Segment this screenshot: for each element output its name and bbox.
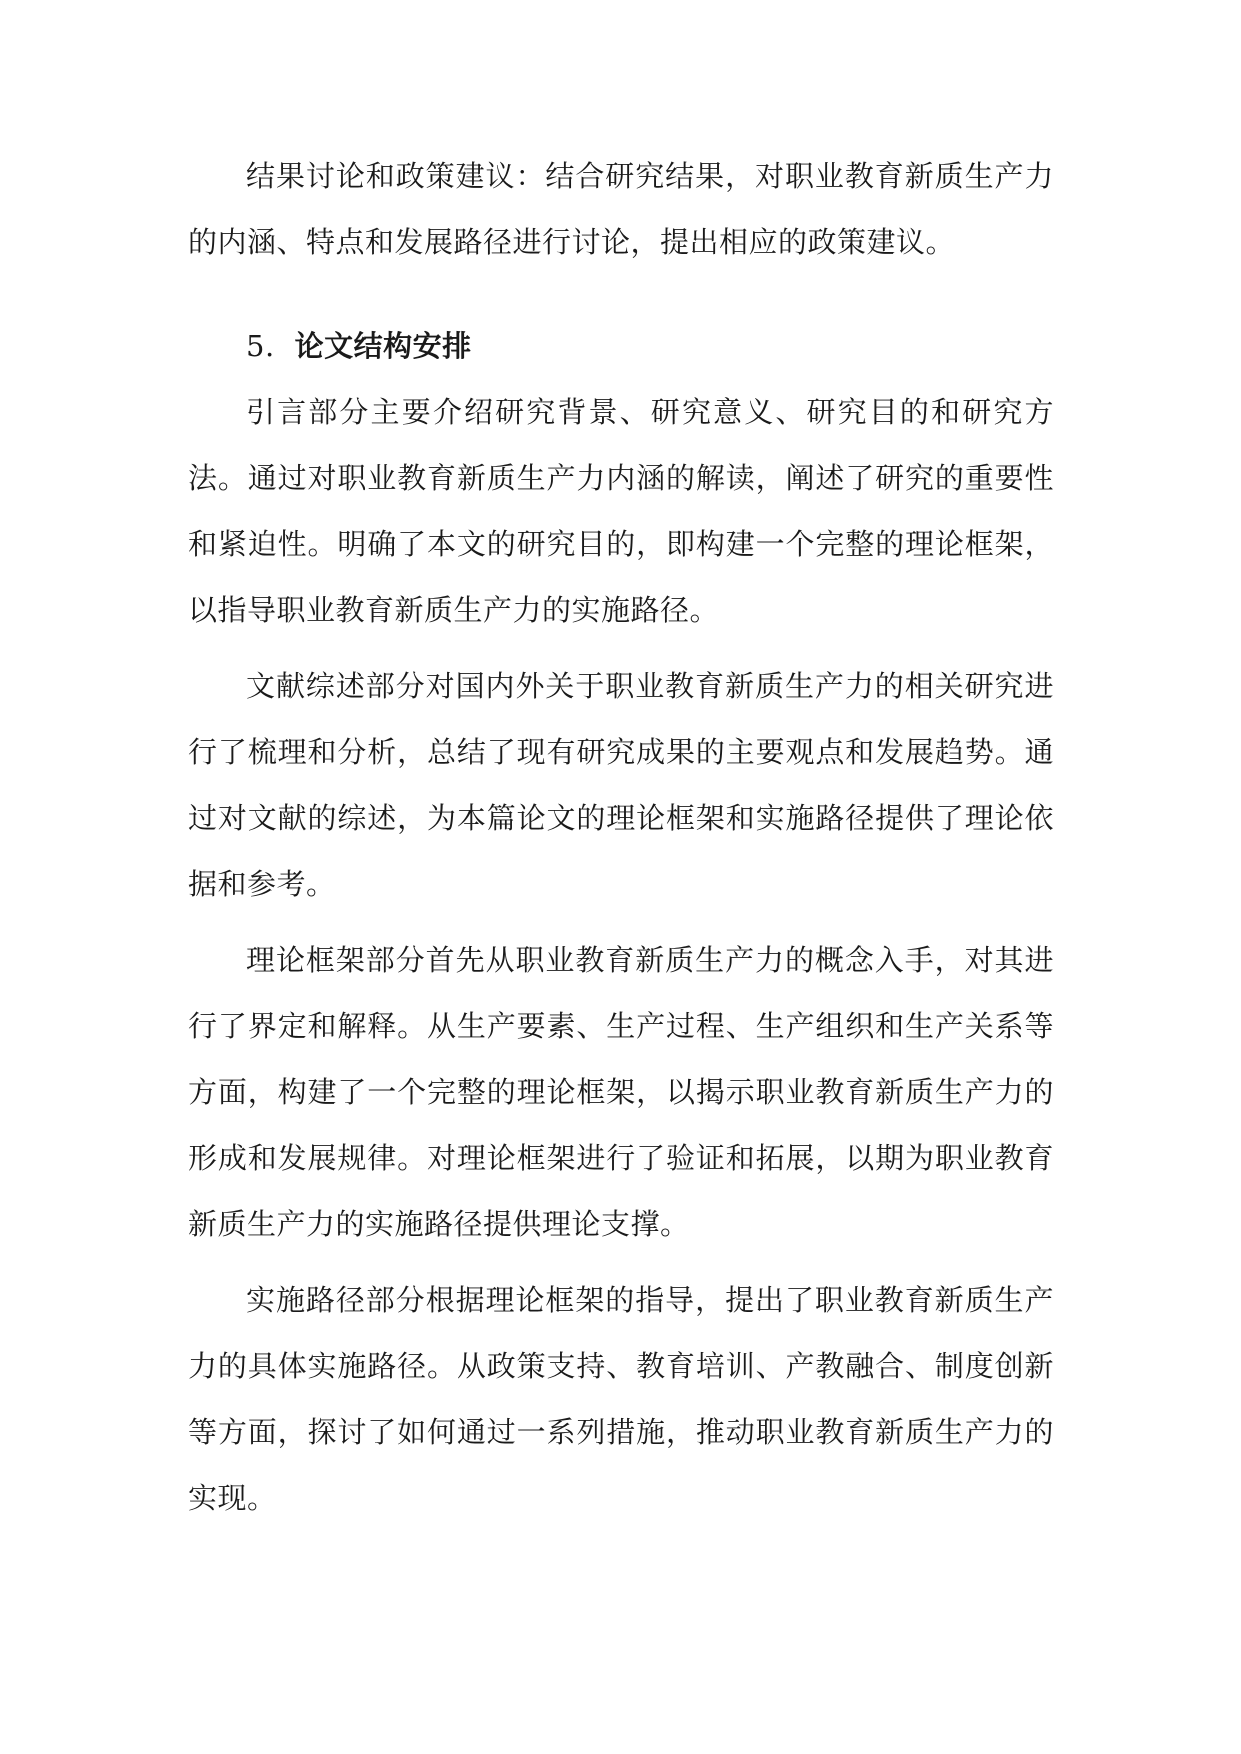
paragraph-implementation-path: 实施路径部分根据理论框架的指导，提出了职业教育新质生产力的具体实施路径。从政策支持、教育培训、产教融合、制度创新等方面，探讨了如何通过一系列措施，推动职业教育新质生产力的实现。 [188, 1283, 1054, 1515]
paragraph-introduction: 引言部分主要介绍研究背景、研究意义、研究目的和研究方法。通过对职业教育新质生产力内涵的解读，阐述了研究的重要性和紧迫性。明确了本文的研究目的，即构建一个完整的理论框架，以指导职业教育新质生产力的实施路径。 [188, 395, 1054, 627]
paragraph-literature-review: 文献综述部分对国内外关于职业教育新质生产力的相关研究进行了梳理和分析，总结了现有研究成果的主要观点和发展趋势。通过对文献的综述，为本篇论文的理论框架和实施路径提供了理论依据和参考。 [188, 669, 1054, 901]
section-title: 论文结构安排 [294, 329, 472, 363]
document-body [188, 143, 1054, 1531]
section-heading [188, 313, 1054, 379]
paragraph-results-discussion: 结果讨论和政策建议：结合研究结果，对职业教育新质生产力的内涵、特点和发展路径进行讨论，提出相应的政策建议。 [188, 159, 1054, 259]
paragraph-theoretical-framework: 理论框架部分首先从职业教育新质生产力的概念入手，对其进行了界定和解释。从生产要素、生产过程、生产组织和生产关系等方面，构建了一个完整的理论框架，以揭示职业教育新质生产力的形成和发展规律。对理论框架进行了验证和拓展，以期为职业教育新质生产力的实施路径提供理论支撑。 [188, 943, 1054, 1241]
section-number: 5. [246, 329, 275, 363]
